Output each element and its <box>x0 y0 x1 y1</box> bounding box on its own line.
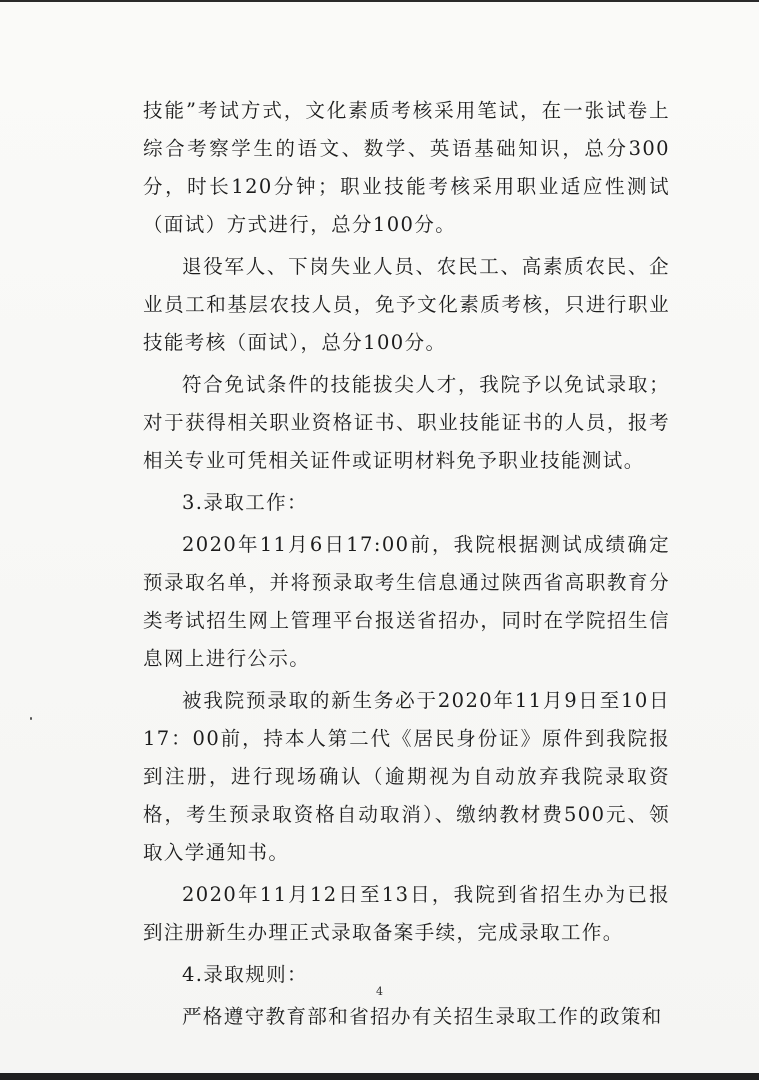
document-body <box>143 92 670 1040</box>
paragraph-exemption-groups: 退役军人、下岗失业人员、农民工、高素质农民、企业员工和基层农技人员，免予文化素质考核，只进行职业技能考核（面试），总分100分。 <box>143 255 670 354</box>
scan-bottom-edge <box>0 1073 759 1080</box>
paragraph-pre-admission: 2020年11月6日17:00前，我院根据测试成绩确定预录取名单，并将预录取考生信息通过陕西省高职教育分类考试招生网上管理平台报送省招办，同时在学院招生信息网上进行公示。 <box>143 533 670 670</box>
paragraph-formal-admission: 2020年11月12日至13日，我院到省招生办为已报到注册新生办理正式录取备案手续，完成录取工作。 <box>143 883 670 944</box>
page-number: 4 <box>376 985 383 998</box>
section-heading-admission-work: 3.录取工作： <box>182 491 308 514</box>
scan-top-edge <box>0 0 759 2</box>
paragraph-registration: 被我院预录取的新生务必于2020年11月9日至10日17：00前，持本人第二代《居民身份证》原件到我院报到注册，进行现场确认（逾期视为自动放弃我院录取资格，考生预录取资格自动取消）、缴纳教材费500元、领取入学通知书。 <box>143 689 670 864</box>
section-heading-admission-rules: 4.录取规则： <box>182 963 308 986</box>
paragraph-skill-talent: 符合免试条件的技能拔尖人才，我院予以免试录取；对于获得相关职业资格证书、职业技能证书的人员，报考相关专业可凭相关证件或证明材料免予职业技能测试。 <box>143 373 670 472</box>
scan-speck <box>30 717 32 720</box>
paragraph-exam-method: 技能”考试方式，文化素质考核采用笔试，在一张试卷上综合考察学生的语文、数学、英语基础知识，总分300分，时长120分钟；职业技能考核采用职业适应性测试（面试）方式进行，总分100分。 <box>143 99 670 236</box>
paragraph-rules: 严格遵守教育部和省招办有关招生录取工作的政策和 <box>182 1005 663 1028</box>
